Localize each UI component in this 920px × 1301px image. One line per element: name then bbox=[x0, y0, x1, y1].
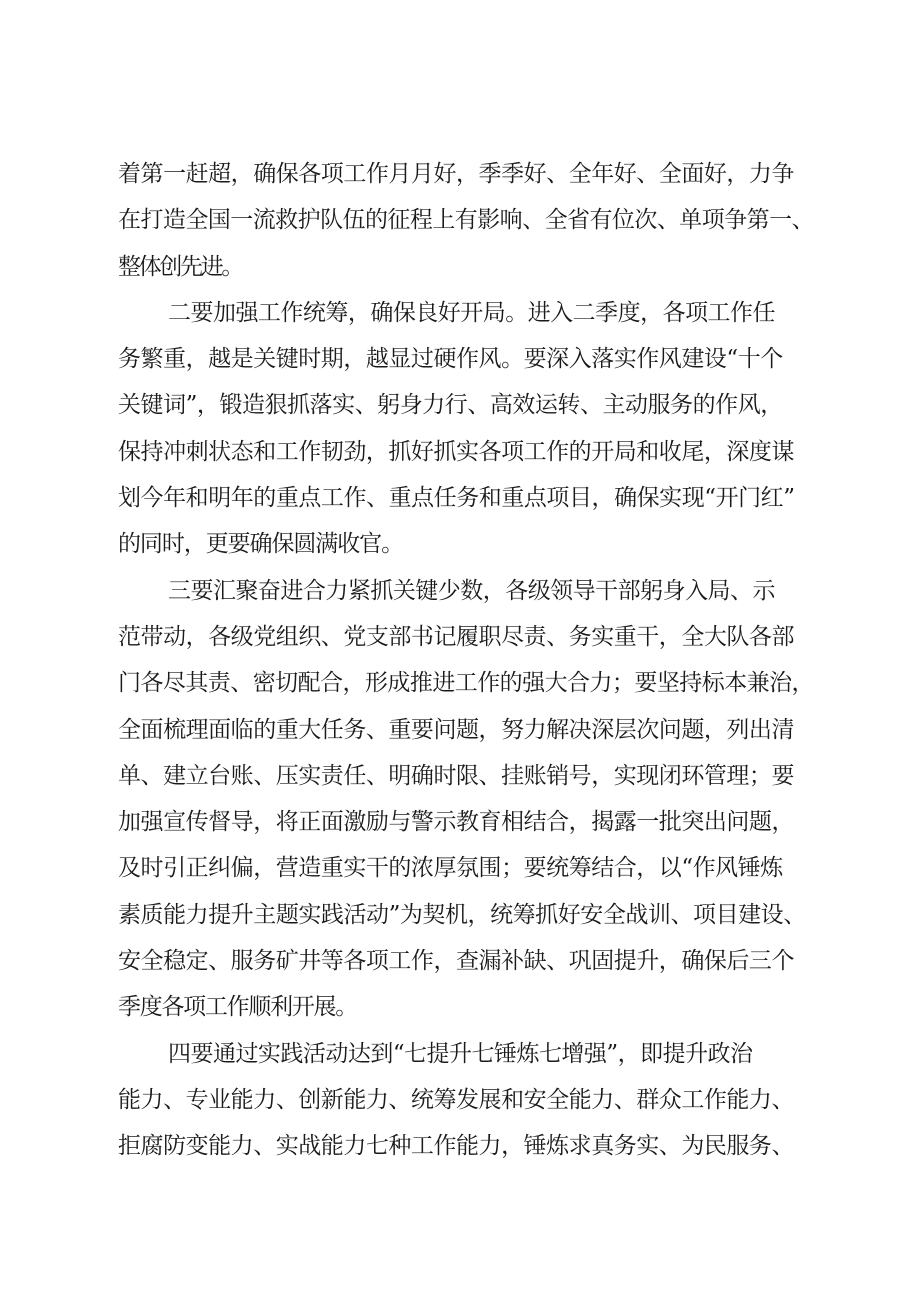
text-line: 加强宣传督导，将正面激励与警示教育相结合，揭露一批突出问题， bbox=[118, 809, 795, 836]
paragraph bbox=[118, 568, 828, 1031]
body-text bbox=[118, 151, 828, 1170]
text-line: 二要加强工作统筹，确保良好开局。进入二季度，各项工作任 bbox=[168, 299, 776, 326]
text-line: 拒腐防变能力、实战能力七种工作能力，锤炼求真务实、为民服务、 bbox=[118, 1133, 795, 1160]
text-line: 的同时，更要确保圆满收官。 bbox=[118, 531, 404, 558]
text-line: 三要汇聚奋进合力紧抓关键少数，各级领导干部躬身入局、示 bbox=[168, 577, 776, 604]
text-line: 门各尽其责、密切配合，形成推进工作的强大合力；要坚持标本兼治， bbox=[118, 670, 815, 697]
text-line: 范带动，各级党组织、党支部书记履职尽责、务实重干，全大队各部 bbox=[118, 623, 795, 650]
text-line: 着第一赶超，确保各项工作月月好，季季好、全年好、全面好，力争 bbox=[118, 161, 795, 187]
text-line: 素质能力提升主题实践活动”为契机，统筹抓好安全战训、项目建设、 bbox=[118, 901, 806, 928]
text-line: 单、建立台账、压实责任、明确时限、挂账销号，实现闭环管理；要 bbox=[118, 762, 795, 789]
text-line: 四要通过实践活动达到“七提升七锤炼七增强”，即提升政治 bbox=[168, 1040, 753, 1067]
paragraph bbox=[118, 151, 828, 290]
text-line: 全面梳理面临的重大任务、重要问题，努力解决深层次问题，列出清 bbox=[118, 716, 795, 743]
text-line: 能力、专业能力、创新能力、统筹发展和安全能力、群众工作能力、 bbox=[118, 1086, 795, 1113]
text-line: 关键词”，锻造狠抓落实、躬身力行、高效运转、主动服务的作风， bbox=[118, 392, 783, 419]
paragraph bbox=[118, 290, 828, 568]
text-line: 在打造全国一流救护队伍的征程上有影响、全省有位次、单项争第一、 bbox=[118, 207, 815, 234]
text-line: 整体创先进。 bbox=[118, 253, 243, 280]
text-line: 划今年和明年的重点工作、重点任务和重点项目，确保实现“开门红” bbox=[118, 485, 795, 512]
text-line: 季度各项工作顺利开展。 bbox=[118, 994, 358, 1021]
text-line: 及时引正纠偏，营造重实干的浓厚氛围；要统筹结合，以“作风锤炼 bbox=[118, 855, 783, 882]
text-line: 保持冲刺状态和工作韧劲，抓好抓实各项工作的开局和收尾，深度谋 bbox=[118, 438, 795, 465]
paragraph bbox=[118, 1031, 828, 1170]
text-line: 务繁重，越是关键时期，越显过硬作风。要深入落实作风建设“十个 bbox=[118, 346, 783, 373]
text-line: 安全稳定、服务矿井等各项工作，查漏补缺、巩固提升，确保后三个 bbox=[118, 948, 795, 975]
